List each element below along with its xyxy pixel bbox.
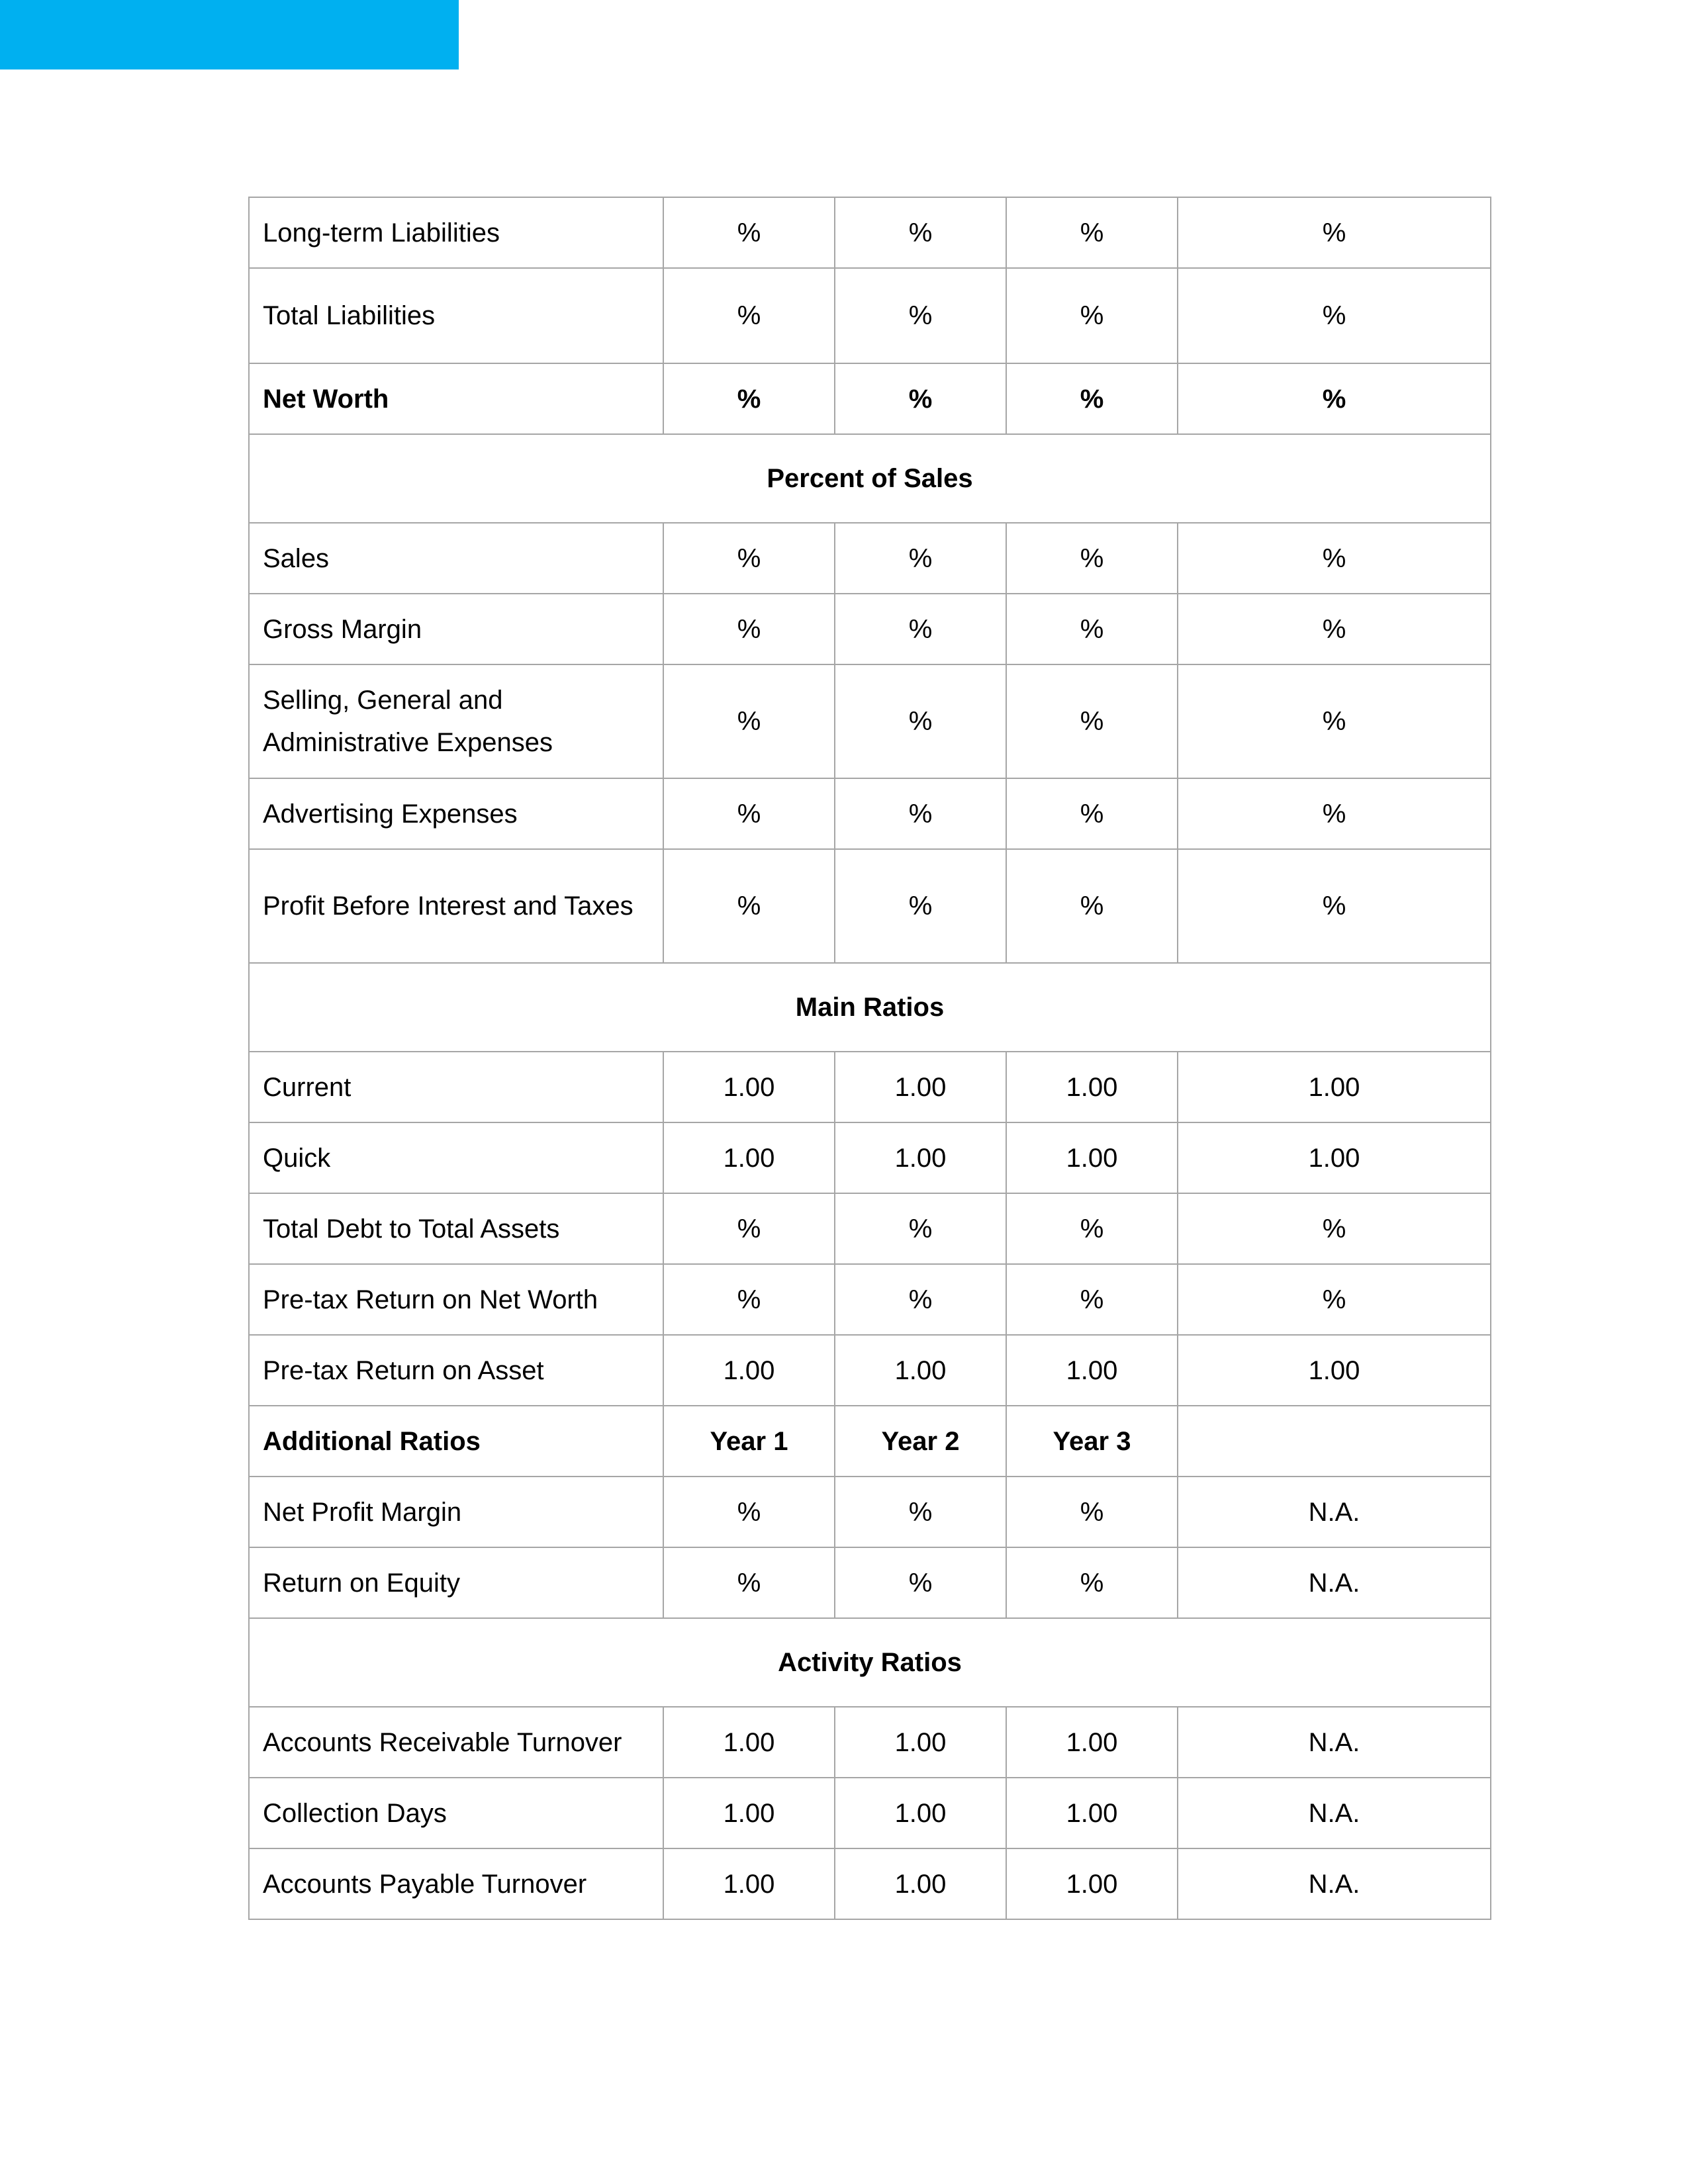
table-row [249,1406,1491,1477]
row-label: Gross Margin [249,594,663,664]
value-cell: % [1006,849,1178,963]
value-cell: 1.00 [1178,1052,1491,1122]
value-cell: Year 1 [663,1406,835,1477]
value-cell: N.A. [1178,1477,1491,1547]
value-cell: % [1178,523,1491,594]
row-label: Return on Equity [249,1547,663,1618]
section-header-row [249,1618,1491,1707]
table-row [249,778,1491,849]
value-cell: % [835,849,1006,963]
value-cell: % [835,1193,1006,1264]
value-cell: 1.00 [1006,1707,1178,1778]
section-header-label: Percent of Sales [249,434,1491,523]
value-cell: % [835,664,1006,778]
row-label: Accounts Payable Turnover [249,1848,663,1919]
value-cell: % [835,594,1006,664]
value-cell: 1.00 [1178,1335,1491,1406]
value-cell: N.A. [1178,1707,1491,1778]
value-cell: % [663,268,835,363]
value-cell: N.A. [1178,1848,1491,1919]
value-cell: % [1178,1193,1491,1264]
table-row [249,1335,1491,1406]
value-cell: % [1006,778,1178,849]
value-cell: N.A. [1178,1778,1491,1848]
table-row [249,1052,1491,1122]
value-cell: N.A. [1178,1547,1491,1618]
value-cell: 1.00 [835,1848,1006,1919]
row-label: Selling, General and Administrative Expenses [249,664,663,778]
table-row [249,1848,1491,1919]
value-cell: % [1006,363,1178,434]
value-cell: 1.00 [663,1052,835,1122]
row-label: Sales [249,523,663,594]
value-cell: 1.00 [1006,1335,1178,1406]
section-header-label: Activity Ratios [249,1618,1491,1707]
value-cell: % [835,197,1006,268]
header-accent-bar [0,0,459,69]
value-cell: % [1006,523,1178,594]
row-label: Quick [249,1122,663,1193]
value-cell: % [835,1477,1006,1547]
table-row [249,1778,1491,1848]
value-cell: % [835,1547,1006,1618]
value-cell: 1.00 [663,1122,835,1193]
value-cell: 1.00 [663,1707,835,1778]
table-row [249,268,1491,363]
section-header-label: Main Ratios [249,963,1491,1052]
row-label: Advertising Expenses [249,778,663,849]
value-cell: % [1006,1477,1178,1547]
row-label: Net Worth [249,363,663,434]
value-cell: % [663,197,835,268]
value-cell: % [1006,197,1178,268]
value-cell: % [1006,1264,1178,1335]
value-cell: % [835,363,1006,434]
value-cell: 1.00 [835,1335,1006,1406]
value-cell: % [663,1547,835,1618]
value-cell: % [1178,363,1491,434]
row-label: Additional Ratios [249,1406,663,1477]
table-row [249,1122,1491,1193]
value-cell: % [1006,268,1178,363]
value-cell [1178,1406,1491,1477]
table-row [249,363,1491,434]
value-cell: % [663,1477,835,1547]
value-cell: % [663,849,835,963]
value-cell: 1.00 [663,1778,835,1848]
value-cell: % [1178,778,1491,849]
value-cell: 1.00 [663,1848,835,1919]
value-cell: % [1006,1547,1178,1618]
value-cell: 1.00 [1006,1848,1178,1919]
value-cell: % [663,1264,835,1335]
value-cell: % [1178,849,1491,963]
value-cell: % [663,1193,835,1264]
table-row [249,1264,1491,1335]
row-label: Total Debt to Total Assets [249,1193,663,1264]
table-row [249,1477,1491,1547]
value-cell: % [835,523,1006,594]
value-cell: 1.00 [1006,1122,1178,1193]
value-cell: Year 2 [835,1406,1006,1477]
ratio-table-body [249,197,1491,1919]
table-row [249,523,1491,594]
table-row [249,1707,1491,1778]
row-label: Total Liabilities [249,268,663,363]
value-cell: 1.00 [835,1052,1006,1122]
value-cell: 1.00 [835,1122,1006,1193]
row-label: Accounts Receivable Turnover [249,1707,663,1778]
value-cell: % [1178,197,1491,268]
value-cell: % [663,523,835,594]
table-row [249,1193,1491,1264]
value-cell: % [663,363,835,434]
table-row [249,594,1491,664]
section-header-row [249,963,1491,1052]
value-cell: 1.00 [835,1778,1006,1848]
value-cell: % [1178,1264,1491,1335]
value-cell: % [1178,664,1491,778]
table-row [249,1547,1491,1618]
row-label: Net Profit Margin [249,1477,663,1547]
value-cell: % [1178,594,1491,664]
value-cell: % [1006,1193,1178,1264]
table-row [249,849,1491,963]
row-label: Pre-tax Return on Asset [249,1335,663,1406]
value-cell: Year 3 [1006,1406,1178,1477]
table-row [249,664,1491,778]
value-cell: % [835,778,1006,849]
value-cell: % [663,664,835,778]
value-cell: 1.00 [663,1335,835,1406]
value-cell: % [1006,594,1178,664]
value-cell: % [835,1264,1006,1335]
value-cell: % [663,778,835,849]
value-cell: 1.00 [835,1707,1006,1778]
value-cell: % [663,594,835,664]
row-label: Collection Days [249,1778,663,1848]
section-header-row [249,434,1491,523]
row-label: Pre-tax Return on Net Worth [249,1264,663,1335]
value-cell: 1.00 [1178,1122,1491,1193]
value-cell: % [1178,268,1491,363]
table-row [249,197,1491,268]
row-label: Profit Before Interest and Taxes [249,849,663,963]
value-cell: % [1006,664,1178,778]
value-cell: % [835,268,1006,363]
value-cell: 1.00 [1006,1778,1178,1848]
row-label: Long-term Liabilities [249,197,663,268]
value-cell: 1.00 [1006,1052,1178,1122]
financial-ratios-table [248,197,1491,1920]
row-label: Current [249,1052,663,1122]
